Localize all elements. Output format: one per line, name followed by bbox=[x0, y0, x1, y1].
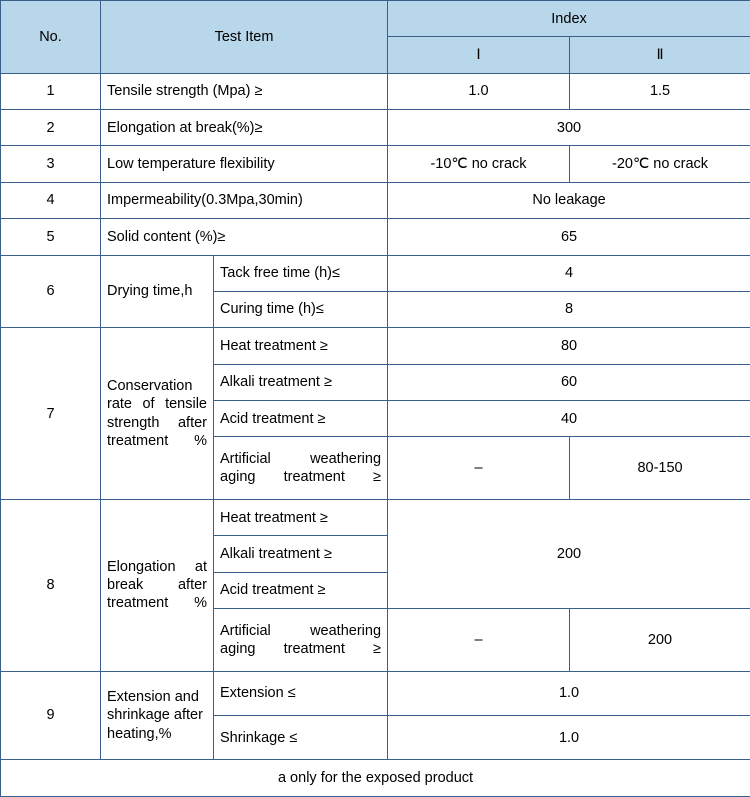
subrow-value: 200 bbox=[388, 499, 750, 608]
subrow-value-ii: 200 bbox=[570, 608, 750, 671]
row-item: Impermeability(0.3Mpa,30min) bbox=[101, 182, 388, 218]
row-item: Drying time,h bbox=[101, 255, 214, 328]
row-number: 6 bbox=[1, 255, 101, 328]
table-row bbox=[1, 671, 750, 715]
subrow-value: 60 bbox=[388, 364, 750, 400]
table-row bbox=[1, 182, 750, 218]
subrow-label: Acid treatment ≥ bbox=[214, 400, 388, 436]
header-index-i: Ⅰ bbox=[388, 37, 570, 73]
subrow-label: Heat treatment ≥ bbox=[214, 328, 388, 364]
row-value-ii: -20℃ no crack bbox=[570, 146, 750, 182]
row-number: 7 bbox=[1, 328, 101, 500]
table-header-row bbox=[1, 1, 750, 37]
row-value-i: -10℃ no crack bbox=[388, 146, 570, 182]
subrow-label: Extension ≤ bbox=[214, 671, 388, 715]
subrow-label: Artificial weathering aging treatment ≥ bbox=[214, 437, 388, 500]
row-number: 4 bbox=[1, 182, 101, 218]
row-item: Solid content (%)≥ bbox=[101, 219, 388, 255]
header-test-item: Test Item bbox=[101, 1, 388, 74]
table-row bbox=[1, 73, 750, 109]
subrow-value: 8 bbox=[388, 291, 750, 327]
row-number: 9 bbox=[1, 671, 101, 760]
subrow-label: Artificial weathering aging treatment ≥ bbox=[214, 608, 388, 671]
row-item: Conservation rate of tensile strength after treatment % bbox=[101, 328, 214, 500]
row-value: 65 bbox=[388, 219, 750, 255]
subrow-value: 80 bbox=[388, 328, 750, 364]
subrow-value: 4 bbox=[388, 255, 750, 291]
row-number: 2 bbox=[1, 110, 101, 146]
subrow-label: Tack free time (h)≤ bbox=[214, 255, 388, 291]
subrow-label: Curing time (h)≤ bbox=[214, 291, 388, 327]
table-row bbox=[1, 499, 750, 535]
row-number: 1 bbox=[1, 73, 101, 109]
table-row bbox=[1, 255, 750, 291]
subrow-label: Alkali treatment ≥ bbox=[214, 364, 388, 400]
row-item: Extension and shrinkage after heating,% bbox=[101, 671, 214, 760]
row-item: Elongation at break(%)≥ bbox=[101, 110, 388, 146]
subrow-value: 1.0 bbox=[388, 671, 750, 715]
table-footnote-row bbox=[1, 760, 750, 797]
row-value: 300 bbox=[388, 110, 750, 146]
header-no: No. bbox=[1, 1, 101, 74]
subrow-label: Heat treatment ≥ bbox=[214, 499, 388, 535]
footnote: a only for the exposed product bbox=[1, 760, 750, 797]
row-number: 8 bbox=[1, 499, 101, 671]
subrow-label: Acid treatment ≥ bbox=[214, 572, 388, 608]
row-number: 3 bbox=[1, 146, 101, 182]
row-item: Low temperature flexibility bbox=[101, 146, 388, 182]
row-item: Elongation at break after treatment % bbox=[101, 499, 214, 671]
subrow-label: Alkali treatment ≥ bbox=[214, 536, 388, 572]
row-value: No leakage bbox=[388, 182, 750, 218]
header-index: Index bbox=[388, 1, 750, 37]
row-number: 5 bbox=[1, 219, 101, 255]
row-value-i: 1.0 bbox=[388, 73, 570, 109]
table-row bbox=[1, 328, 750, 364]
row-value-ii: 1.5 bbox=[570, 73, 750, 109]
table-row bbox=[1, 110, 750, 146]
header-index-ii: Ⅱ bbox=[570, 37, 750, 73]
subrow-value-ii: 80-150 bbox=[570, 437, 750, 500]
subrow-value: 1.0 bbox=[388, 716, 750, 760]
table-row bbox=[1, 146, 750, 182]
subrow-value: 40 bbox=[388, 400, 750, 436]
subrow-value-i: – bbox=[388, 437, 570, 500]
subrow-label: Shrinkage ≤ bbox=[214, 716, 388, 760]
table-row bbox=[1, 219, 750, 255]
subrow-value-i: – bbox=[388, 608, 570, 671]
row-item: Tensile strength (Mpa) ≥ bbox=[101, 73, 388, 109]
